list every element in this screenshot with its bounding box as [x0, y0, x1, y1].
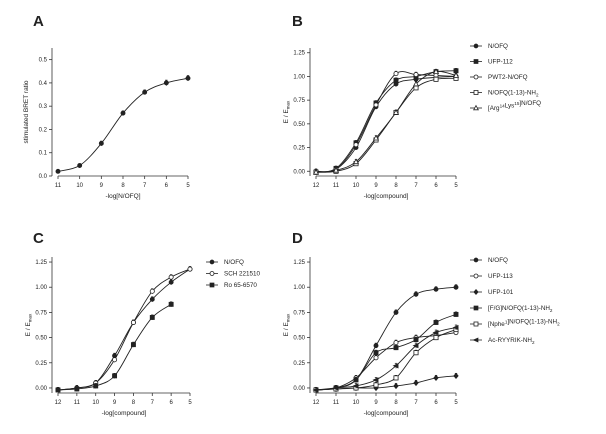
x-tick-label: 9 [374, 400, 378, 406]
x-tick-label: 8 [394, 400, 398, 406]
fit-curve [316, 76, 456, 172]
data-point [169, 302, 173, 306]
legend-item [470, 289, 514, 296]
panel-d [283, 230, 560, 417]
fit-curve [58, 269, 190, 390]
data-point [112, 374, 116, 378]
x-axis-label: -log[compound] [363, 410, 409, 417]
x-tick-label: 9 [112, 400, 117, 406]
data-point [143, 90, 147, 94]
data-point [394, 376, 398, 380]
legend-item [470, 305, 553, 313]
legend-label: N/OFQ [224, 259, 244, 267]
data-point [354, 143, 358, 147]
x-tick-label: 10 [92, 400, 100, 406]
y-tick-label: 0.00 [293, 169, 305, 176]
x-tick-label: 11 [332, 400, 340, 406]
panel-letter: C [33, 230, 44, 247]
data-point [94, 384, 98, 388]
legend-label: N/OFQ [488, 257, 508, 265]
data-point [78, 163, 82, 167]
legend-marker [474, 91, 478, 95]
legend-label: [Arg$^{14}$Lys$^{15}$]N/OFQ [488, 100, 542, 113]
y-tick-label: 1.00 [293, 285, 305, 292]
x-tick-label: 11 [73, 400, 80, 406]
legend-marker [474, 306, 478, 310]
legend-label: UFP-113 [488, 273, 513, 281]
legend-item [206, 259, 244, 266]
panel-letter: A [33, 13, 44, 30]
legend-item [470, 43, 508, 50]
legend [470, 43, 541, 112]
data-point [164, 81, 168, 85]
y-tick-label: 0.4 [38, 80, 47, 87]
series-ufp-112 [314, 68, 458, 174]
legend-label: SCH 221510 [224, 270, 261, 278]
legend-item [206, 282, 257, 289]
x-tick-label: 10 [352, 400, 360, 406]
panel-letter: D [292, 230, 303, 247]
x-tick-label: 10 [352, 183, 360, 189]
legend-item [470, 257, 508, 264]
x-tick-label: 6 [434, 400, 438, 406]
legend-label: UFP-101 [488, 289, 514, 297]
data-point [434, 375, 438, 380]
x-tick-label: 12 [312, 400, 320, 406]
data-point [394, 383, 398, 388]
data-point [374, 356, 378, 360]
x-tick-label: 7 [414, 183, 418, 189]
x-tick-label: 6 [169, 400, 173, 406]
fit-curve [316, 72, 456, 172]
data-point [56, 388, 60, 392]
y-tick-label: 0.50 [293, 335, 305, 342]
panel-a [23, 13, 190, 200]
y-tick-label: 0.50 [293, 121, 305, 128]
data-point [186, 76, 190, 80]
series-n-ofq [56, 267, 192, 393]
x-axis-label: -log[compound] [363, 193, 409, 200]
data-point [112, 358, 116, 362]
data-point [394, 310, 398, 314]
data-point [56, 169, 60, 173]
x-axis-label: -log[compound] [101, 410, 147, 417]
x-tick-label: 5 [186, 183, 190, 189]
y-axis-label: E / $E_{max}$ [25, 313, 33, 337]
series-ro-65-6570 [56, 302, 173, 393]
data-point [394, 72, 398, 76]
series [56, 75, 190, 173]
x-tick-label: 7 [142, 183, 147, 189]
legend-label: $N/OFQ(1-13)-NH_2$ [488, 89, 539, 98]
data-point [169, 280, 173, 284]
data-point [131, 343, 135, 347]
data-point [374, 383, 378, 387]
x-tick-label: 8 [121, 183, 125, 189]
y-tick-label: 0.00 [293, 385, 305, 392]
data-point [434, 287, 438, 291]
data-point [354, 378, 358, 382]
data-point [169, 275, 173, 279]
data-point [414, 338, 418, 342]
x-tick-label: 8 [394, 183, 398, 189]
legend-marker [210, 272, 214, 276]
data-point [414, 351, 418, 355]
x-tick-label: 6 [164, 183, 169, 189]
y-tick-label: 1.00 [35, 285, 47, 292]
data-point [394, 346, 398, 350]
legend-marker [474, 322, 478, 326]
y-axis-label: E / $E_{max}$ [283, 313, 291, 337]
fit-curve [316, 71, 456, 172]
series-sch-221510 [56, 267, 192, 393]
x-axis-label: -log[N/OFQ] [105, 193, 141, 200]
data-point [394, 341, 398, 345]
x-tick-label: 10 [76, 183, 84, 189]
y-tick-label: 1.00 [293, 74, 305, 81]
y-tick-label: 0.25 [35, 360, 47, 367]
legend-item [470, 90, 539, 98]
series-nphe1-n-ofq-1-13-nh2 [314, 327, 458, 392]
data-point [414, 72, 418, 76]
legend-marker [474, 60, 478, 64]
legend-label: $Ac-RYYRIK-NH_2$ [488, 337, 535, 345]
legend-item [470, 319, 560, 329]
y-tick-label: 0.75 [293, 310, 305, 317]
panel-letter: B [292, 13, 303, 30]
y-tick-label: 0.50 [35, 335, 47, 342]
x-tick-label: 11 [332, 183, 340, 189]
legend-marker [474, 75, 478, 79]
y-axis-label: stimulated BRET ratio [23, 80, 30, 144]
legend-item [470, 273, 513, 280]
y-tick-label: 0.00 [35, 385, 47, 392]
legend [470, 257, 560, 345]
data-point [394, 78, 398, 82]
legend-item [206, 271, 261, 278]
data-point [374, 103, 378, 107]
x-tick-label: 11 [54, 183, 62, 189]
x-tick-label: 7 [414, 400, 418, 406]
legend-marker [474, 290, 478, 295]
x-tick-label: 5 [454, 183, 458, 189]
data-point [434, 335, 438, 339]
data-point [150, 315, 154, 319]
y-tick-label: 0.3 [38, 104, 47, 111]
y-tick-label: 0.1 [38, 150, 47, 157]
legend-marker [474, 338, 479, 342]
legend-item [470, 337, 535, 345]
panel-c [25, 230, 261, 417]
x-tick-label: 5 [454, 400, 458, 406]
fit-curve [316, 333, 456, 390]
x-tick-label: 8 [131, 400, 136, 406]
y-tick-label: 0.25 [293, 360, 305, 367]
series-arg14lys15-n-ofq [314, 69, 459, 174]
data-point [434, 320, 438, 324]
x-tick-label: 12 [54, 400, 62, 406]
data-point [374, 344, 378, 348]
y-tick-label: 0.2 [38, 127, 47, 134]
series-pwt2-n-ofq [314, 71, 458, 173]
legend-marker [210, 283, 214, 287]
data-point [454, 312, 458, 316]
legend-item [470, 59, 513, 66]
y-tick-label: 0.25 [293, 145, 305, 152]
legend [206, 259, 261, 289]
legend-marker [474, 274, 478, 278]
y-axis-label: E / $E_{max}$ [283, 100, 291, 124]
data-point [150, 289, 154, 293]
legend-label: $[F/G]N/OFQ(1-13)-NH_2$ [488, 305, 553, 313]
data-point [434, 77, 438, 81]
y-tick-label: 0.75 [293, 98, 305, 105]
legend-item [470, 100, 541, 112]
panel-b [283, 13, 541, 200]
data-point [414, 292, 418, 296]
data-point [374, 351, 378, 355]
x-tick-label: 12 [312, 183, 320, 189]
data-point [99, 141, 103, 145]
legend-marker [474, 258, 478, 262]
data-point [75, 387, 79, 391]
data-point [150, 297, 154, 301]
legend-label: Ro 65-6570 [224, 282, 257, 290]
fit-curve [58, 269, 190, 390]
y-tick-label: 1.25 [293, 260, 305, 267]
x-tick-label: 6 [434, 183, 438, 189]
legend-label: PWT2-N/OFQ [488, 74, 528, 82]
x-tick-label: 5 [188, 400, 192, 406]
y-tick-label: 1.25 [293, 50, 305, 57]
x-tick-label: 7 [150, 400, 154, 406]
y-tick-label: 0.75 [35, 310, 47, 317]
legend-item [470, 74, 528, 81]
legend-marker [210, 260, 214, 264]
x-tick-label: 9 [99, 183, 104, 189]
data-point [121, 111, 125, 115]
fit-curve [58, 78, 188, 171]
y-tick-label: 0.5 [38, 57, 47, 64]
y-tick-label: 1.25 [35, 260, 47, 267]
legend-label: UFP-112 [488, 58, 513, 66]
legend-label: $[Nphe^1]N/OFQ(1-13)-NH_2$ [488, 318, 560, 329]
data-point [131, 320, 135, 324]
data-point [454, 285, 458, 289]
y-tick-label: 0.0 [38, 174, 47, 180]
x-tick-label: 9 [374, 183, 378, 189]
data-point [188, 267, 192, 271]
legend-label: N/OFQ [488, 43, 508, 51]
data-point [454, 373, 458, 378]
data-point [414, 380, 418, 385]
legend-marker [474, 44, 478, 48]
